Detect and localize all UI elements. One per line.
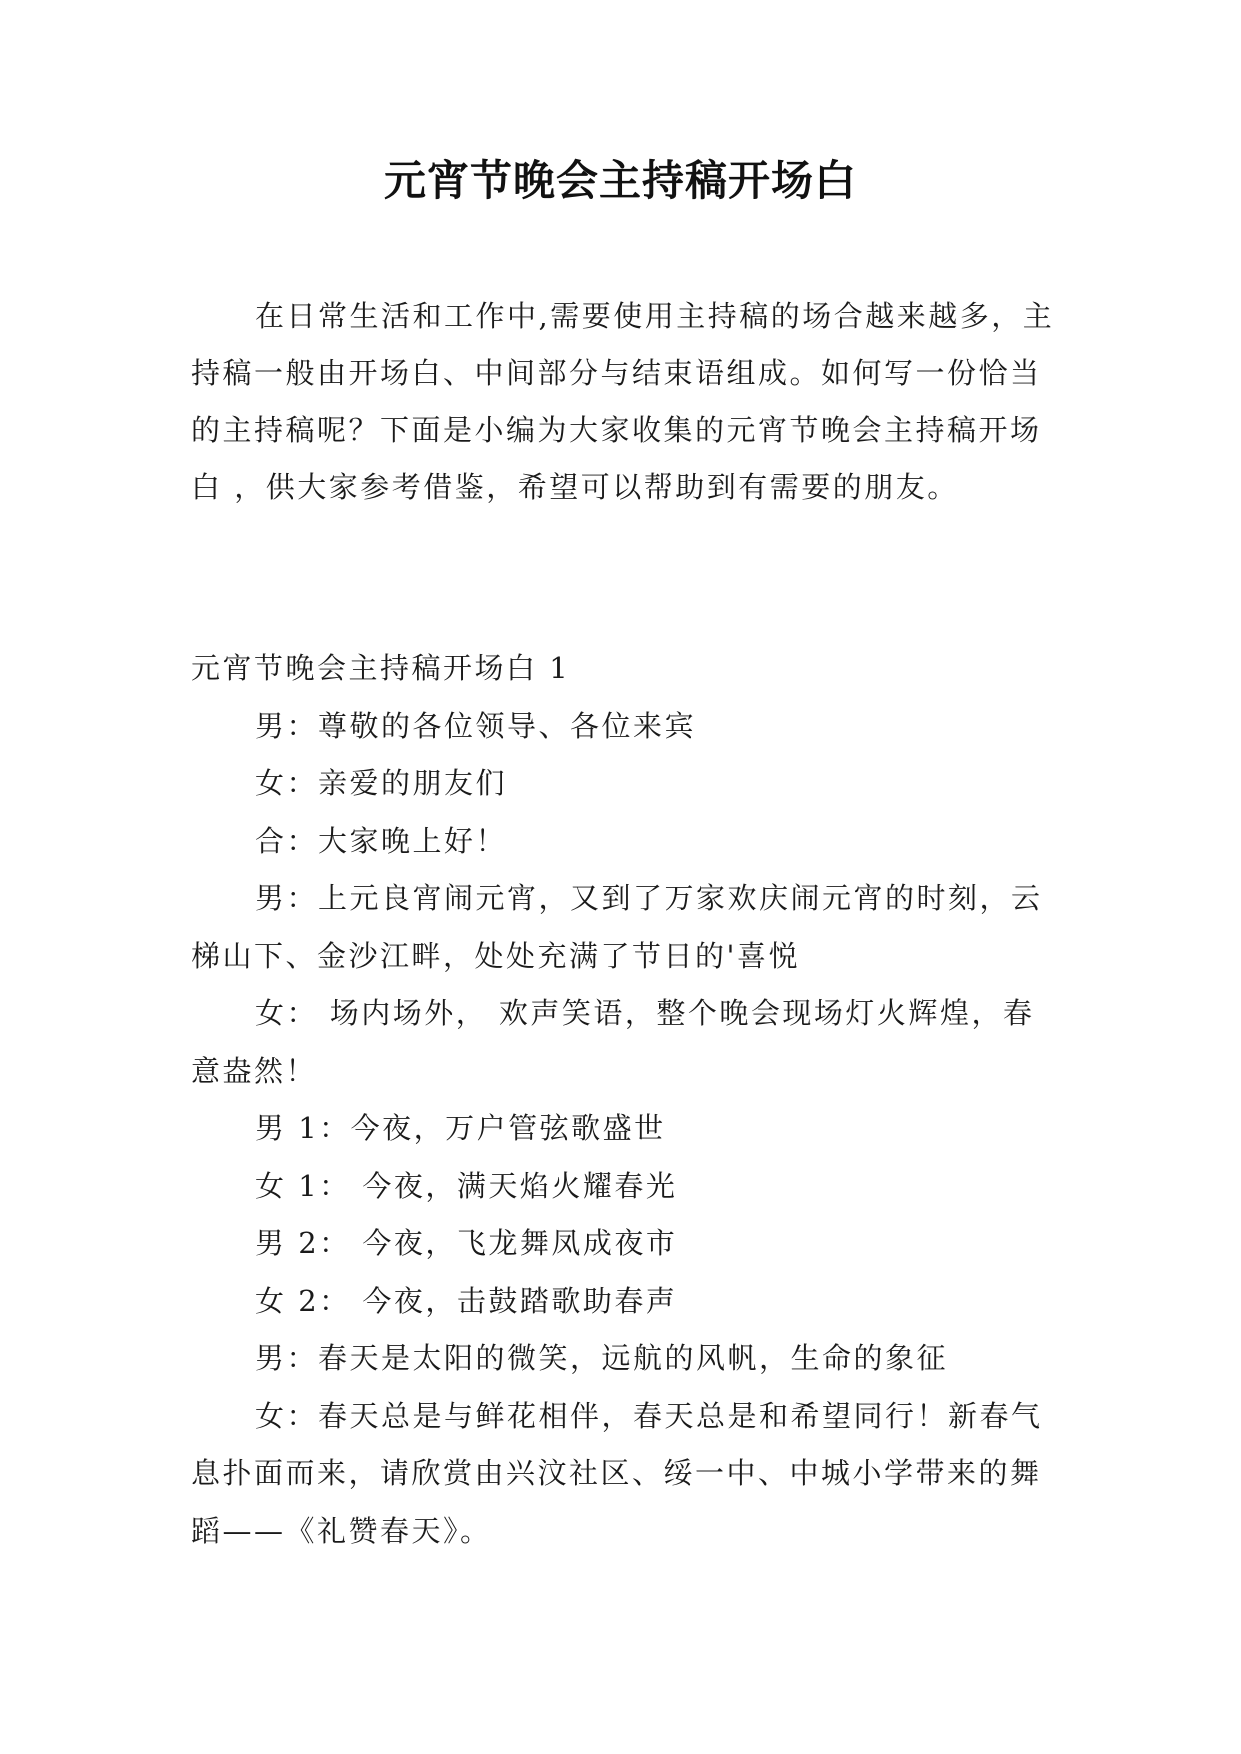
section-1 bbox=[191, 640, 1061, 1560]
script-line: 男 2： 今夜，飞龙舞凤成夜市 bbox=[255, 1226, 678, 1260]
document-title: 元宵节晚会主持稿开场白 bbox=[383, 156, 857, 205]
script-line: 男：尊敬的各位领导、各位来宾 bbox=[255, 708, 697, 743]
script-line: 男 1：今夜，万户管弦歌盛世 bbox=[255, 1111, 666, 1145]
intro-text: 在日常生活和工作中,需要使用主持稿的场合越来越多，主持稿一般由开场白、中间部分与结束语组成。如何写一份恰当的主持稿呢？下面是小编为大家收集的元宵节晚会主持稿开场白 ，供大家参考借鉴，希望可以帮助到有需要的朋友。 bbox=[191, 299, 1055, 504]
intro-paragraph bbox=[191, 288, 1061, 516]
script-line: 男：上元良宵闹元宵，又到了万家欢庆闹元宵的时刻，云梯山下、金沙江畔，处处充满了节日的'喜悦 bbox=[191, 881, 1043, 973]
script-line: 女：春天总是与鲜花相伴，春天总是和希望同行！新春气息扑面而来，请欣赏由兴汶社区、绥一中、中城小学带来的舞蹈——《礼赞春天》。 bbox=[191, 1398, 1043, 1548]
script-line: 合：大家晚上好！ bbox=[255, 823, 508, 858]
script-line: 女 1： 今夜，满天焰火耀春光 bbox=[255, 1168, 678, 1203]
script-line: 女：亲爱的朋友们 bbox=[255, 766, 508, 800]
script-line: 男：春天是太阳的微笑，远航的风帆，生命的象征 bbox=[255, 1341, 949, 1375]
section-heading: 元宵节晚会主持稿开场白 1 bbox=[191, 651, 571, 685]
script-line: 女 2： 今夜，击鼓踏歌助春声 bbox=[255, 1283, 678, 1318]
script-line: 女： 场内场外， 欢声笑语，整个晚会现场灯火辉煌，春意盎然！ bbox=[191, 996, 1035, 1088]
